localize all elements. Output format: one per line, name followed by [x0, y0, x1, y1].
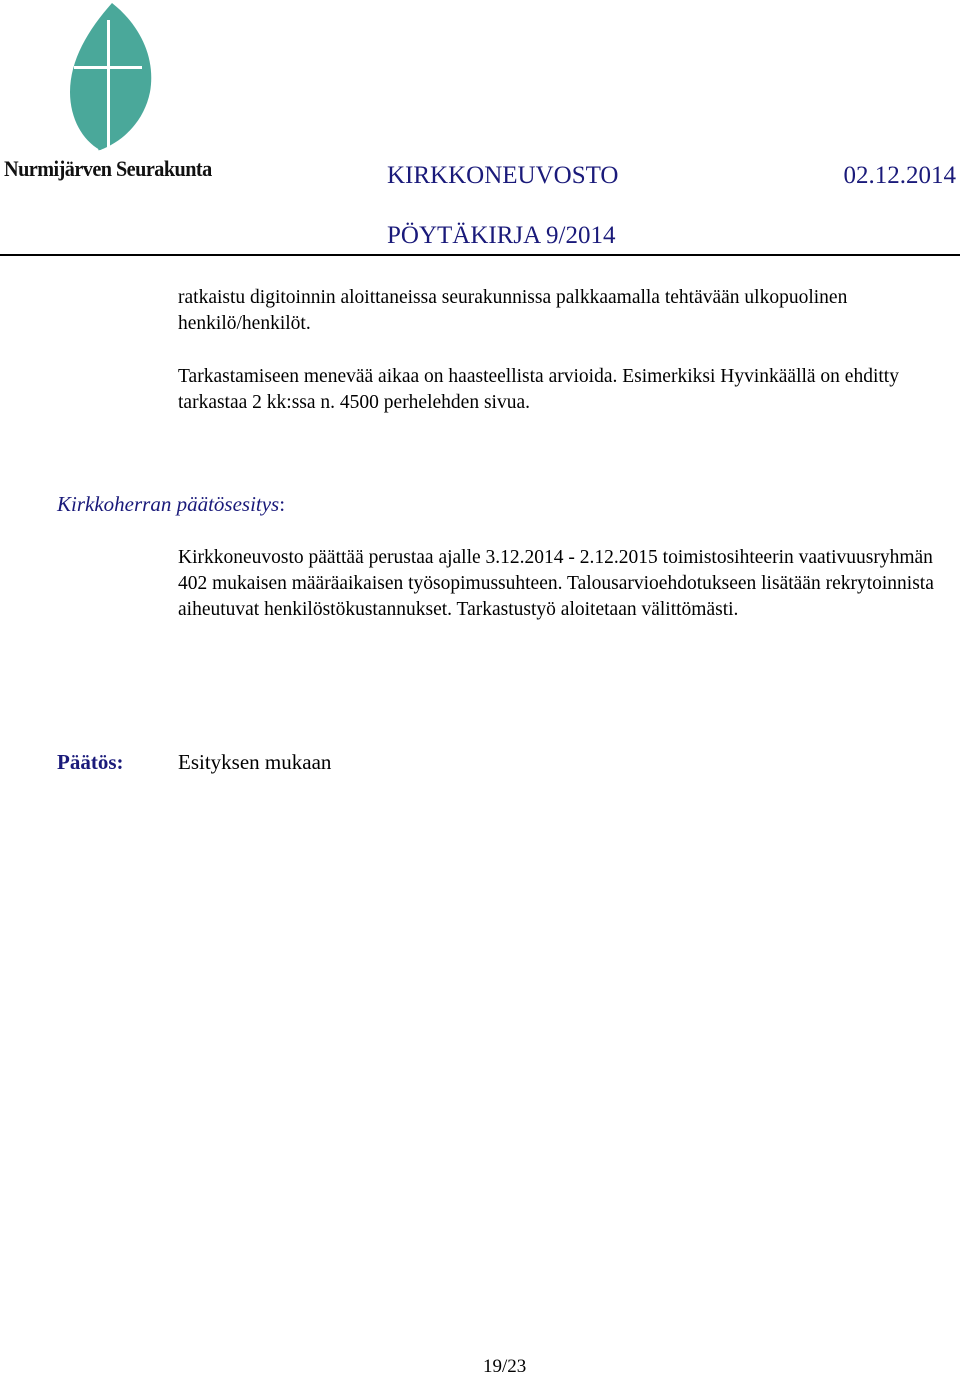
- header-divider: [0, 254, 960, 256]
- document-number: PÖYTÄKIRJA 9/2014: [387, 222, 616, 249]
- proposal-colon: :: [279, 492, 286, 516]
- proposal-heading: [57, 492, 285, 517]
- decision-label: Päätös:: [57, 750, 124, 774]
- organization-name: Nurmijärven Seurakunta: [4, 156, 212, 181]
- body-paragraph: ratkaistu digitoinnin aloittaneissa seurakunnissa palkkaamalla tehtävään ulkopuolinen henkilö/henkilöt.: [178, 287, 848, 334]
- decision-value: Esityksen mukaan: [178, 750, 332, 774]
- meeting-date: 02.12.2014: [843, 162, 956, 189]
- body-paragraph: Tarkastamiseen menevää aikaa on haasteellista arvioida. Esimerkiksi Hyvinkäällä on ehditty tarkastaa 2 kk:ssa n. 4500 perhelehden sivua.: [178, 366, 899, 413]
- meeting-title: KIRKKONEUVOSTO: [387, 162, 619, 189]
- leaf-cross-icon: [0, 0, 220, 160]
- page-number: 19/23: [483, 1356, 527, 1377]
- proposal-text: Kirkkoneuvosto päättää perustaa ajalle 3.12.2014 - 2.12.2015 toimistosihteerin vaativuusryhmän 402 mukaisen määräaikaisen työsopimussuhteen. Talousarvioehdotukseen lisätään rekrytoinnista aiheutuvat henkilöstökustannukset. Tarkastustyö aloitetaan välittömästi.: [178, 547, 934, 620]
- parish-logo: [0, 0, 220, 190]
- proposal-label-text: Kirkkoherran päätösesitys: [57, 492, 280, 516]
